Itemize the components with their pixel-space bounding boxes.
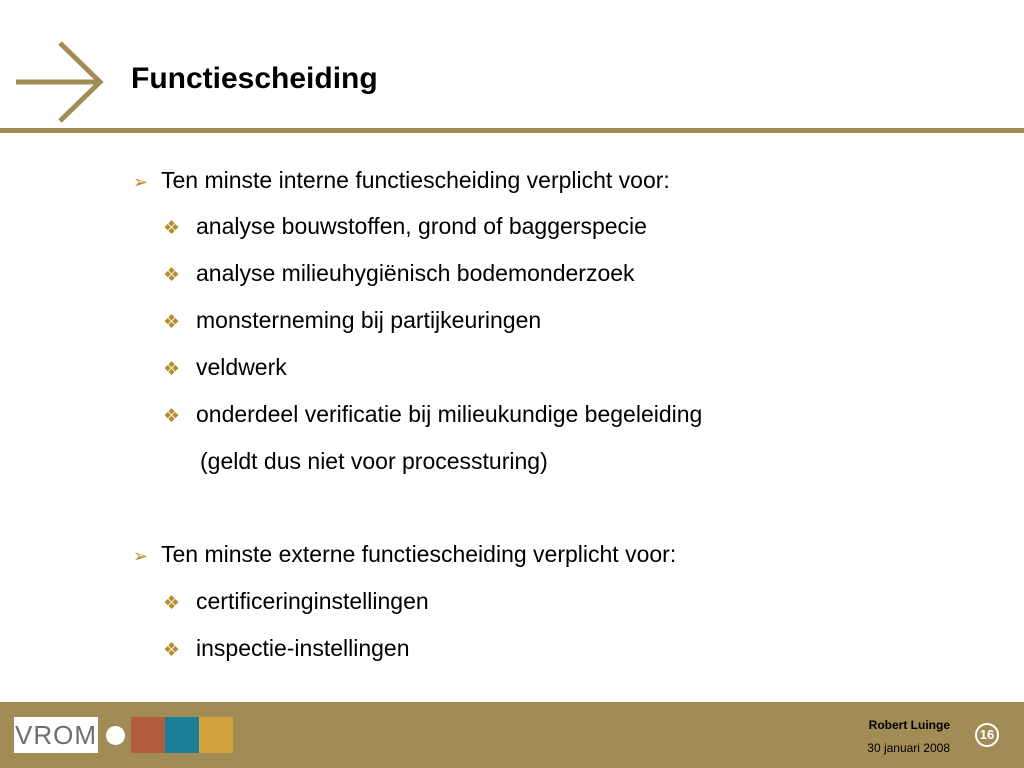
bullet-level1 [133, 540, 676, 570]
bullet-level2 [163, 353, 287, 384]
diamond-bullet-icon: ❖ [163, 406, 181, 427]
bullet-level2 [163, 400, 702, 431]
bullet-level2 [163, 259, 635, 290]
bullet-level2 [163, 634, 410, 665]
footer-bar [0, 702, 1024, 768]
diamond-bullet-icon: ❖ [163, 265, 181, 286]
title-divider [0, 128, 1024, 133]
bullet-level1 [133, 166, 670, 196]
page-number-badge: 16 [975, 723, 999, 747]
bullet-text: Ten minste externe functiescheiding verplicht voor: [161, 541, 677, 567]
bullet-text: inspectie-instellingen [196, 635, 410, 661]
arrow-bullet-icon: ➢ [133, 546, 149, 566]
diamond-bullet-icon: ❖ [163, 640, 181, 661]
vrom-logo: VROM [14, 717, 98, 753]
diamond-bullet-icon: ❖ [163, 593, 181, 614]
bullet-level2 [163, 587, 429, 618]
bullet-text: analyse bouwstoffen, grond of baggerspecie [196, 213, 647, 239]
bullet-level2 [163, 212, 647, 243]
bullet-text: Ten minste interne functiescheiding verplicht voor: [161, 167, 670, 193]
bullet-text: onderdeel verificatie bij milieukundige begeleiding [196, 401, 703, 427]
logo-dot-icon [106, 726, 125, 745]
arrow-logo-icon [14, 40, 106, 124]
color-square-blue [165, 717, 199, 753]
presentation-date: 30 januari 2008 [867, 741, 950, 755]
diamond-bullet-icon: ❖ [163, 218, 181, 239]
diamond-bullet-icon: ❖ [163, 312, 181, 333]
bullet-text: certificeringinstellingen [196, 588, 429, 614]
page-title: Functiescheiding [131, 62, 378, 95]
bullet-text: veldwerk [196, 354, 287, 380]
arrow-bullet-icon: ➢ [133, 172, 149, 192]
diamond-bullet-icon: ❖ [163, 359, 181, 380]
color-square-yellow [199, 717, 233, 753]
color-square-red [131, 717, 165, 753]
bullet-text: analyse milieuhygiënisch bodemonderzoek [196, 260, 635, 286]
author-name: Robert Luinge [868, 718, 950, 732]
bullet-text: monsterneming bij partijkeuringen [196, 307, 542, 333]
bullet-continuation: (geldt dus niet voor processturing) [200, 448, 548, 474]
bullet-level2 [163, 306, 541, 337]
